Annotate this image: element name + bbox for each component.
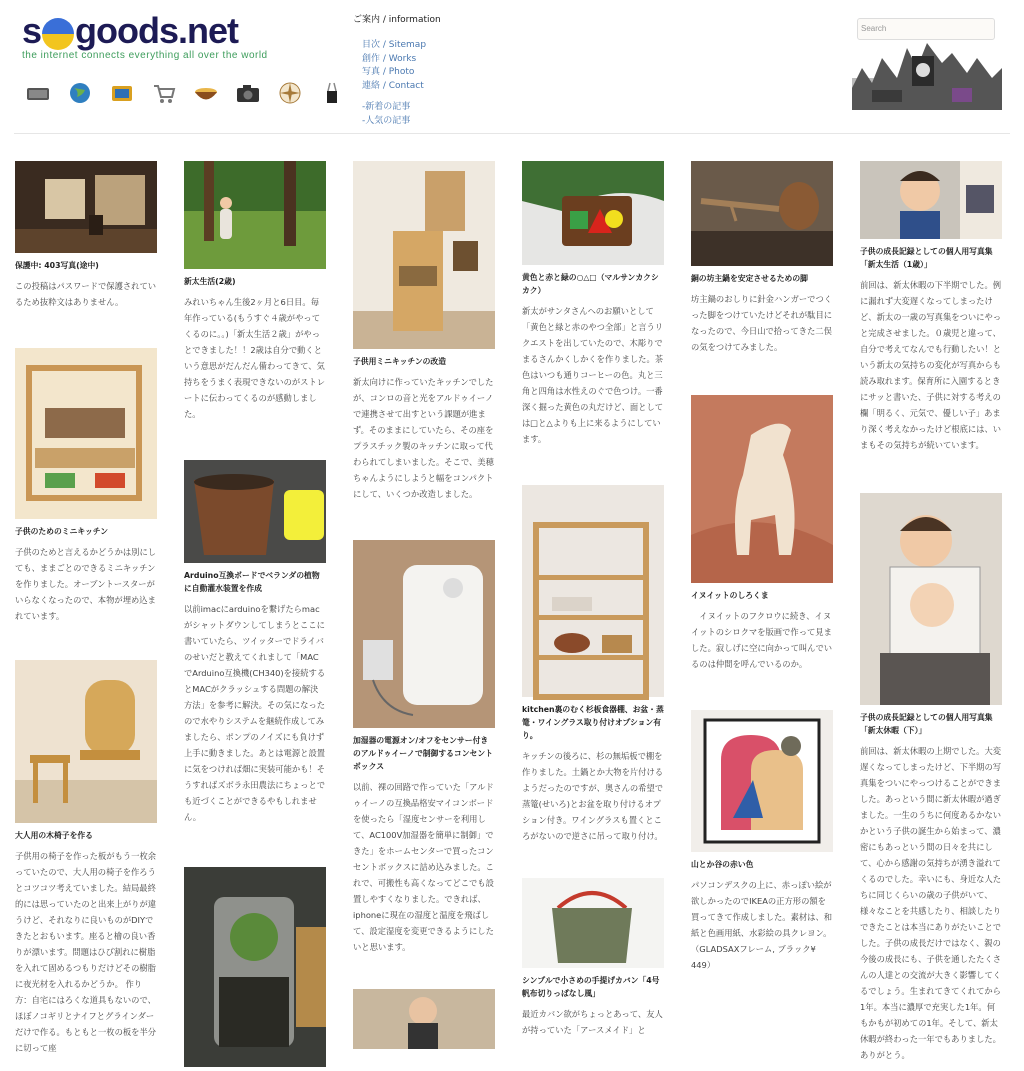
post-column-2: [184, 161, 326, 1067]
header-divider: [14, 133, 1010, 134]
post-thumbnail[interactable]: [353, 989, 495, 1049]
tv-icon[interactable]: [108, 80, 136, 106]
post-excerpt: パソコンデスクの上に、赤っぽい絵が欲しかったのでIKEAの正方形の額を買ってきて作成しました。素材は、和紙と色画用紙、水彩絵の具クレヨン。（GLADSAXフレーム, ブラック¥ 449）: [691, 880, 833, 970]
post-thumbnail[interactable]: [184, 867, 326, 1067]
site-logo[interactable]: [22, 10, 282, 66]
post-thumbnail[interactable]: [691, 161, 833, 266]
works-link[interactable]: 創作 / Works: [362, 53, 417, 64]
post-excerpt: 坊主鍋のおしりに針金ハンガーでつくった脚をつけていたけどそれが駄目になったので、今日山で拾ってきた二俣の気をつけてみました。: [691, 294, 833, 352]
info-menu: [353, 12, 441, 128]
post-column-3: [353, 161, 495, 1049]
post-title[interactable]: シンプルで小さめの手提げカバン「4号帆布切りっぱなし風」: [522, 976, 660, 998]
post-card[interactable]: [184, 867, 326, 1067]
post-thumbnail[interactable]: [15, 161, 157, 253]
post-card[interactable]: [860, 161, 1002, 453]
post-card[interactable]: [15, 161, 157, 310]
post-thumbnail[interactable]: [184, 161, 326, 269]
photo-link[interactable]: 写真 / Photo: [362, 67, 415, 77]
post-title[interactable]: イヌイットのしろくま: [691, 591, 769, 600]
post-card[interactable]: [184, 161, 326, 422]
post-title[interactable]: 新太生活(2歳): [184, 277, 236, 286]
header-collage-image: [852, 38, 1002, 110]
post-title[interactable]: 銅の坊主鍋を安定させるための脚: [691, 274, 808, 283]
contact-link[interactable]: 連絡 / Contact: [362, 80, 424, 91]
post-card[interactable]: [691, 395, 833, 672]
post-thumbnail[interactable]: [691, 395, 833, 583]
post-card[interactable]: [353, 989, 495, 1049]
post-excerpt: この投稿はパスワードで保護されているため抜粋文はありません。: [15, 281, 157, 307]
post-title[interactable]: kitchen裏のむく杉板食器棚、お盆・蒸篭・ワイングラス取り付けオプション有り。: [522, 705, 664, 740]
sitemap-link[interactable]: 目次 / Sitemap: [362, 40, 427, 50]
post-title[interactable]: 黄色と赤と緑の○△□（マルサンカクシカク）: [522, 273, 659, 295]
post-excerpt: 子供用の椅子を作った板がもう一枚余っていたので、大人用の椅子を作ろうとコツコツ考えていました。結局最終的には思っていたのと出来上がりが違うけど、それなりに良いものがDIYできたとおもいます。座ると檜の良い香りが漂います。問題はひび割れに樹脂を入れて固めるつもりだけどその樹脂に夜光材を入れるかどうか。 作り方：自宅にはろくな道具もないので、ほぼノコギリとナイフとグラインダーだけで作る。もともと一枚の板を半分に切って座: [15, 851, 157, 1053]
post-title[interactable]: 大人用の木椅子を作る: [15, 831, 93, 840]
cart-icon[interactable]: [150, 80, 178, 106]
post-card[interactable]: [522, 161, 664, 447]
post-excerpt: 最近カバン欲がちょっとあって、友人が持っていた「アースメイド」と: [522, 1009, 663, 1035]
post-card[interactable]: [860, 493, 1002, 1063]
post-card[interactable]: [353, 161, 495, 502]
post-excerpt: 新太向けに作っていたキッチンでしたが、コンロの音と光をアルドゥイーノで連携させて出すという課題が進まず。そのままにしていたら、その座をプラスチック製のキッチンに取って代わられてしまいました。そこで、美穂ちゃんようにしようと幅をコンパクトにして、いくつか改造しました。: [353, 377, 494, 499]
camera-lens-icon[interactable]: [24, 80, 52, 106]
clip-icon[interactable]: [318, 80, 346, 106]
logo-text-pre: s: [22, 10, 42, 51]
post-excerpt: イヌイットのフクロウに続き、イヌイットのシロクマを版画で作って見ました。寂しげに空に向かって叫んでいるのは仲間を呼んでいるのか。: [691, 611, 833, 669]
post-card[interactable]: [522, 485, 664, 844]
post-card[interactable]: [15, 660, 157, 1056]
post-title[interactable]: 保護中: 403写真(途中): [15, 261, 99, 270]
post-excerpt: 以前、裸の回路で作っていた「アルドゥイーノの互換品格安マイコンボードを使ったら「湿度センサーを利用して、AC100V加湿器を簡単に制御」できた」をホームセンターで買ったコンセントボックスに詰め込みました。これで、可搬性も高くなってどこでも設置しやすくなりました。できれば、iphoneに現在の湿度と温度を飛ばして、設定湿度を変更できるようにしたいと思います。: [353, 782, 494, 952]
post-title[interactable]: 山とか谷の赤い色: [691, 860, 754, 869]
post-title[interactable]: 子供のためのミニキッチン: [15, 527, 109, 536]
post-card[interactable]: [691, 161, 833, 355]
post-excerpt: 子供のためと言えるかどうかは別にしても、ままごとのできるミニキッチンを作りました。オーブントースターがいらなくなったので、本物が埋め込まれています。: [15, 547, 157, 621]
post-column-6: [860, 161, 1002, 1063]
post-thumbnail[interactable]: [353, 161, 495, 349]
post-title[interactable]: 子供の成長記録としての個人用写真集「新太休暇（下）」: [860, 713, 993, 735]
post-thumbnail[interactable]: [353, 540, 495, 728]
post-column-4: [522, 161, 664, 1038]
post-excerpt: 新太がサンタさんへのお願いとして「黄色と緑と赤のやつ全部」と言うリクエストを出していたので、木彫りでまるさんかくしかくを作りました。茶色はいつも通りコーヒーの色。丸と三角と四角は水性えのぐで色つけ。一番深く掘った黄色の丸だけど、面としては□と△よりも上に来るようにしています。: [522, 306, 664, 444]
post-column-5: [691, 161, 833, 973]
post-title[interactable]: 子供用ミニキッチンの改造: [353, 357, 447, 366]
globe-icon[interactable]: [66, 80, 94, 106]
post-excerpt: みれいちゃん生後2ヶ月と6日目。毎年作っている(もうすぐ４歳がやってくるのに。。)「新太生活２歳」がやっとできました！！2歳は自分で動くという意思がだんだん備わってきて、気持ちをうまく表現できないのがストレートに伝わってくるのが感動しました。: [184, 297, 326, 419]
site-header: [0, 0, 1024, 138]
post-card[interactable]: [353, 540, 495, 955]
camera-icon[interactable]: [234, 80, 262, 106]
logo-globe-icon: [42, 18, 74, 50]
post-excerpt: 前回は、新太休暇の下半期でした。例に漏れず大変遅くなってしまったけど、新太の一歳の写真集をついにやっと完成させました。０歳児と違って、自分で考えてなんでも行動したい！という新太の気持ちの変化が写真からも読み取れます。保育所に入園するときにサッと書いた、子供に対する考えの欄「明るく、元気で、優しい子」あまり深く考えなかったけど根底には、いまもその気持ちが続いています。: [860, 280, 1002, 450]
post-card[interactable]: [691, 710, 833, 973]
post-card[interactable]: [522, 878, 664, 1038]
search-input[interactable]: Search: [857, 18, 995, 40]
post-thumbnail[interactable]: [522, 878, 664, 968]
post-title[interactable]: 子供の成長記録としての個人用写真集「新太生活（1歳）」: [860, 247, 993, 269]
post-excerpt: 以前imacにarduinoを繋げたらmacがシャットダウンしてしまうとここに書いていたら、ツイッターでドライバのせいだと教えてくれまして「MACでArduino互換機(CH340)を接続するとMACがクラッシュする問題の解決方法」を参考に解決。その気になったので水やりシステムを継続作成してみましたら、ポンプのノイズにも負けず上手に動きました。あとは電源と設置に気をつければ畑に実装可能かも！そうすればズボラ永田農法にちょっとでも近づくことができるやもしれません。: [184, 604, 326, 822]
logo-text-post: goods.net: [75, 10, 239, 51]
info-title: ご案内 / information: [353, 15, 441, 25]
post-thumbnail[interactable]: [15, 660, 157, 823]
compass-icon[interactable]: [276, 80, 304, 106]
post-excerpt: 前回は、新太休暇の上期でした。大変遅くなってしまったけど、下半期の写真集をついにやっつけることができました。あっという間に新太休暇が過ぎました。一生のうちに何度あるかないかという子供の誕生から始まって、濃密にもあっという間の日々を共にして、心から感謝の気持ちが湧き溢れてくるのでした。幸いにも、身近な人たちに同じくらいの歳の子供がいて、様々なことを共感したり、相談したりできたことは本当にありがたいことでした。子供の成長だけではなく、親の今後の成長にも、子供を通したたくさんの人達との交流が大きく影響してくるでしょう。生まれてきてくれてから1年。本当に濃厚で充実した1年。何もかもが初めての1年。そして、新太休暇が終わった一年でもありました。ありがとう。: [860, 746, 1002, 1060]
post-card[interactable]: [15, 348, 157, 624]
post-thumbnail[interactable]: [184, 460, 326, 563]
category-icons: [24, 80, 346, 106]
post-title[interactable]: 加湿器の電源オン/オフをセンサー付きのアルドゥイーノで制御するコンセントボックス: [353, 736, 493, 771]
post-thumbnail[interactable]: [15, 348, 157, 519]
post-thumbnail[interactable]: [522, 161, 664, 265]
post-column-1: [15, 161, 157, 1056]
post-thumbnail[interactable]: [860, 493, 1002, 705]
latest-posts-link[interactable]: -新着の記事: [362, 102, 411, 112]
popular-posts-link[interactable]: -人気の記事: [362, 115, 411, 126]
post-thumbnail[interactable]: [860, 161, 1002, 239]
post-title[interactable]: Arduino互換ボードでベランダの植物に自動灌水装置を作成: [184, 571, 320, 593]
bowl-icon[interactable]: [192, 80, 220, 106]
post-thumbnail[interactable]: [691, 710, 833, 852]
post-card[interactable]: [184, 460, 326, 825]
post-excerpt: キッチンの後ろに、杉の無垢板で棚を作りました。土鍋とか大物を片付けるようだったのですが、奥さんの希望で蒸篭(せいろ)とお盆を取り付けるオプション付き。ワイングラスも置くところがないので逆さに吊って取り付け。: [522, 751, 664, 841]
logo-tagline: the internet connects everything all over the world: [22, 50, 268, 61]
post-thumbnail[interactable]: [522, 485, 664, 697]
